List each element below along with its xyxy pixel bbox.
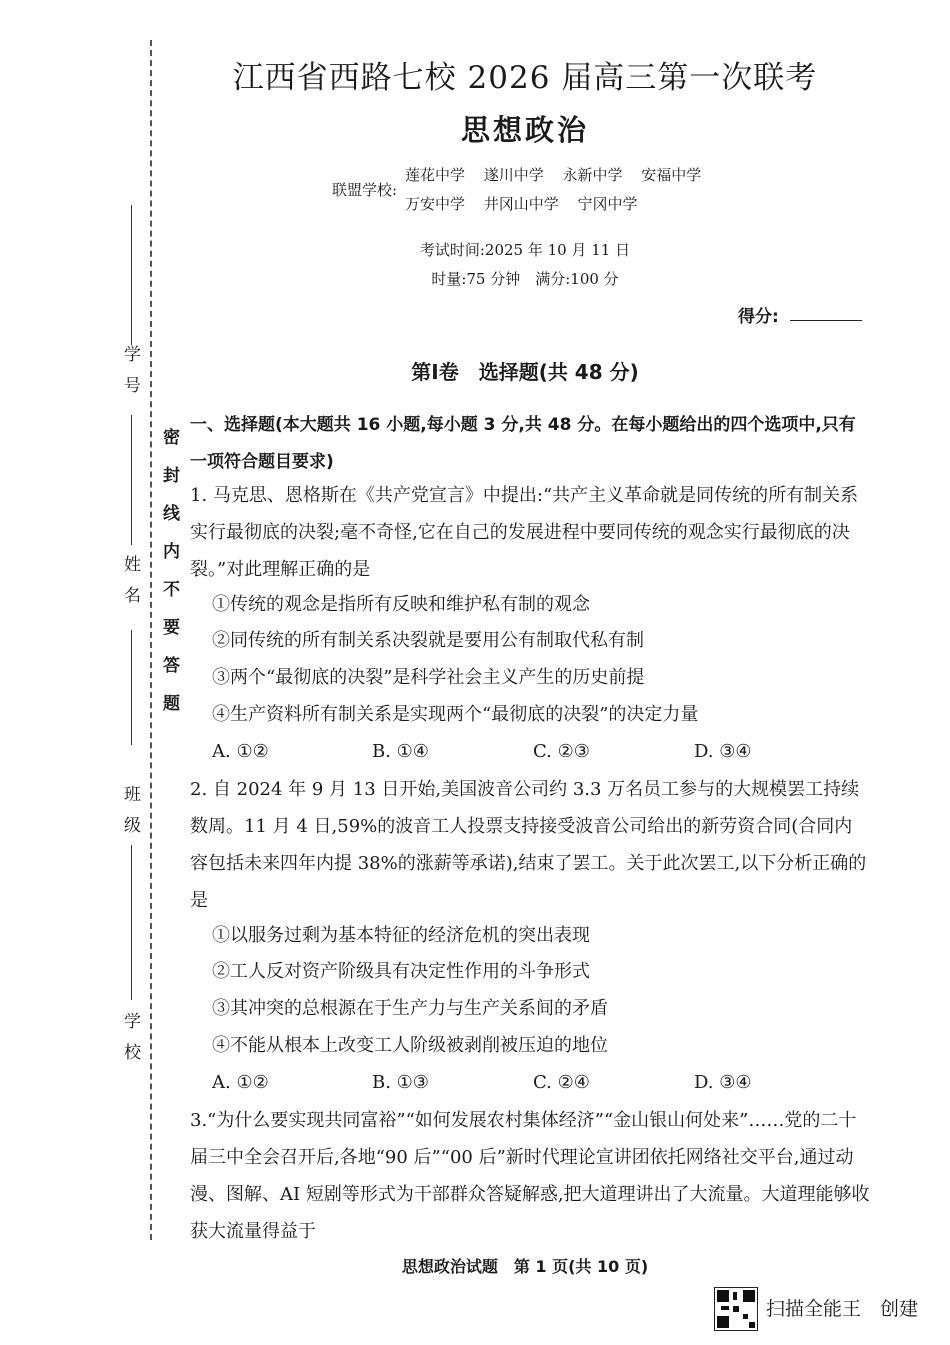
school-underline bbox=[131, 845, 132, 1000]
alliance-schools-row-1: 莲花中学 遂川中学 永新中学 安福中学 bbox=[405, 166, 702, 184]
seal-line-notice: 密封线内不要答题 bbox=[159, 428, 179, 732]
question-2-item-2: ②工人反对资产阶级具有决定性作用的斗争形式 bbox=[212, 961, 590, 982]
field-class-label: 班级 bbox=[120, 785, 140, 847]
question-2-option-c[interactable]: C. ②④ bbox=[533, 1072, 590, 1093]
question-1-item-4: ④生产资料所有制关系是实现两个“最彻底的决裂”的决定力量 bbox=[212, 704, 699, 725]
student-no-underline bbox=[131, 205, 132, 345]
question-2-option-d[interactable]: D. ③④ bbox=[694, 1072, 752, 1093]
binding-dashed-line bbox=[150, 40, 152, 1240]
question-1-item-3: ③两个“最彻底的决裂”是科学社会主义产生的历史前提 bbox=[212, 667, 645, 688]
instructions: 一、选择题(本大题共 16 小题,每小题 3 分,共 48 分。在每小题给出的四个选项中,只有一项符合题目要求) bbox=[190, 415, 856, 472]
qr-code-icon bbox=[714, 1287, 758, 1331]
question-1-item-2: ②同传统的所有制关系决裂就是要用公有制取代私有制 bbox=[212, 630, 644, 651]
exam-duration: 时量:75 分钟 满分:100 分 bbox=[431, 270, 619, 288]
question-1-item-1: ①传统的观念是指所有反映和维护私有制的观念 bbox=[212, 594, 590, 615]
question-1-option-a[interactable]: A. ①② bbox=[212, 741, 269, 762]
question-1-stem: 1. 马克思、恩格斯在《共产党宣言》中提出:“共产主义革命就是同传统的所有制关系实行最彻底的决裂;毫不奇怪,它在自己的发展进程中要同传统的观念实行最彻底的决裂。”对此理解正确的是 bbox=[190, 485, 859, 580]
question-2-item-1: ①以服务过剩为基本特征的经济危机的突出表现 bbox=[212, 925, 590, 946]
question-2-option-a[interactable]: A. ①② bbox=[212, 1072, 269, 1093]
exam-title: 江西省西路七校 2026 届高三第一次联考 bbox=[232, 60, 818, 96]
score-label: 得分: bbox=[738, 307, 779, 327]
scanner-watermark: 扫描全能王 创建 bbox=[766, 1298, 919, 1320]
score-blank[interactable] bbox=[790, 320, 862, 321]
question-2-item-3: ③其冲突的总根源在于生产力与生产关系间的矛盾 bbox=[212, 998, 608, 1019]
alliance-schools-row-2: 万安中学 井冈山中学 宁冈中学 bbox=[405, 195, 638, 213]
question-2-option-b[interactable]: B. ①③ bbox=[372, 1072, 429, 1093]
question-2-item-4: ④不能从根本上改变工人阶级被剥削被压迫的地位 bbox=[212, 1035, 608, 1056]
field-name-label: 姓名 bbox=[120, 555, 140, 617]
field-school-label: 学校 bbox=[120, 1012, 140, 1074]
question-2-stem: 2. 自 2024 年 9 月 13 日开始,美国波音公司约 3.3 万名员工参与的大规模罢工持续数周。11 月 4 日,59%的波音工人投票支持接受波音公司给出的新劳资合同(合同内容包括未来四年内提 38%的涨薪等承诺),结束了罢工。关于此次罢工,以下分析正确的是 bbox=[190, 779, 867, 911]
alliance-label: 联盟学校: bbox=[332, 181, 398, 199]
question-1-option-c[interactable]: C. ②③ bbox=[533, 741, 590, 762]
exam-date: 考试时间:2025 年 10 月 11 日 bbox=[419, 241, 631, 259]
name-underline bbox=[131, 415, 132, 545]
question-3-stem: 3.“为什么要实现共同富裕”“如何发展农村集体经济”“金山银山何处来”……党的二十届三中全会召开后,各地“90 后”“00 后”新时代理论宣讲团依托网络社交平台,通过动漫、图解、AI 短剧等形式为干部群众答疑解惑,把大道理讲出了大流量。大道理能够收获大流量得益于 bbox=[190, 1110, 870, 1242]
subject-title: 思想政治 bbox=[460, 113, 589, 147]
field-student-no-label: 学号 bbox=[120, 345, 140, 407]
question-1-option-d[interactable]: D. ③④ bbox=[694, 741, 752, 762]
class-underline bbox=[131, 630, 132, 745]
page-footer: 思想政治试题 第 1 页(共 10 页) bbox=[401, 1257, 649, 1276]
section-title: 第Ⅰ卷 选择题(共 48 分) bbox=[411, 360, 639, 384]
question-1-option-b[interactable]: B. ①④ bbox=[372, 741, 429, 762]
